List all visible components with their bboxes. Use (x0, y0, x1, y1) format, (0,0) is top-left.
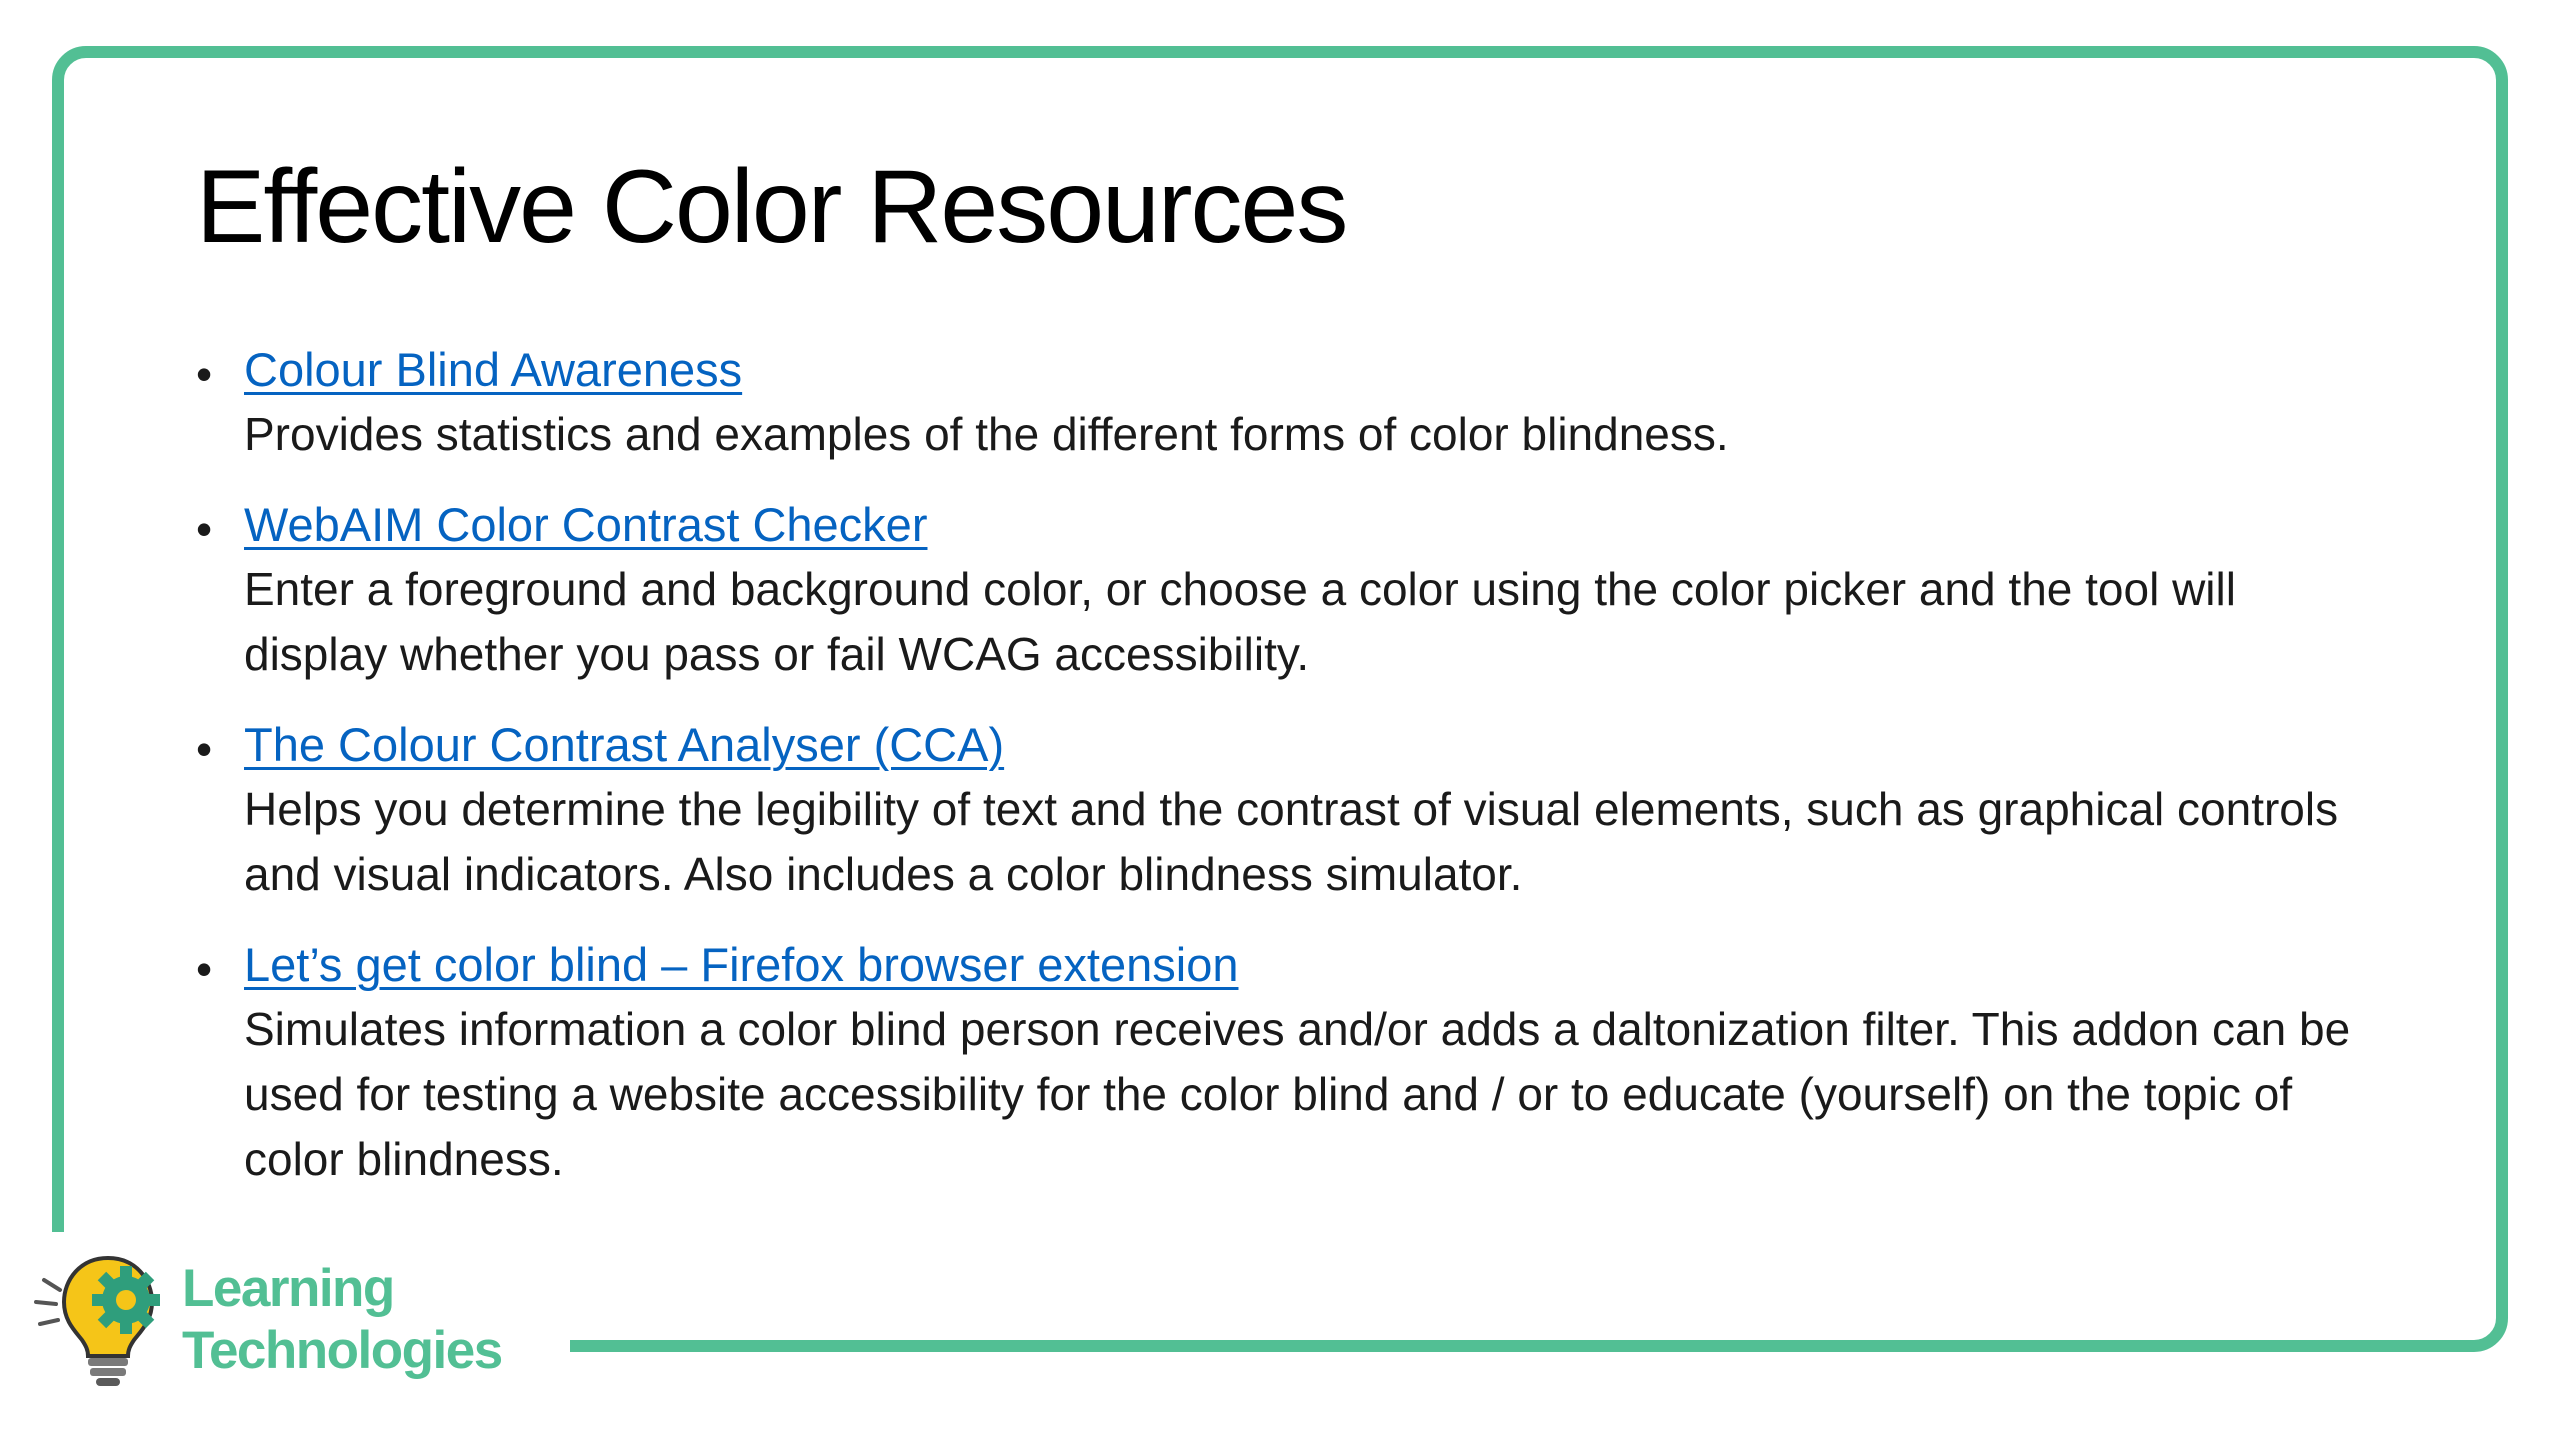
learning-technologies-logo (30, 1250, 550, 1390)
logo-wordmark (182, 1258, 502, 1382)
list-item (196, 933, 2376, 1192)
link-webaim-contrast-checker[interactable]: WebAIM Color Contrast Checker (244, 498, 928, 551)
slide-title: Effective Color Resources (196, 149, 1347, 265)
bullet-icon: • (196, 348, 213, 400)
list-item (196, 713, 2376, 907)
bullet-icon: • (196, 503, 213, 555)
logo-line-2: Technologies (182, 1321, 502, 1380)
link-colour-contrast-analyser[interactable]: The Colour Contrast Analyser (CCA) (244, 718, 1005, 771)
link-lets-get-color-blind[interactable]: Let’s get color blind – Firefox browser extension (244, 938, 1239, 991)
lightbulb-gear-icon (30, 1250, 180, 1390)
resource-description: Provides statistics and examples of the different forms of color blindness. (244, 408, 1729, 460)
resource-list (196, 338, 2376, 1218)
bullet-icon: • (196, 723, 213, 775)
list-item (196, 338, 2376, 467)
resource-description: Simulates information a color blind person receives and/or adds a daltonization filter. This addon can be used for testing a website accessibility for the color blind and / or to educate (yourself) on the topic of color blindness. (244, 1003, 2351, 1185)
logo-line-1: Learning (182, 1259, 394, 1318)
resource-description: Helps you determine the legibility of text and the contrast of visual elements, such as graphical controls and visual indicators. Also includes a color blindness simulator. (244, 783, 2339, 900)
bullet-icon: • (196, 943, 213, 995)
list-item (196, 493, 2376, 687)
resource-description: Enter a foreground and background color, or choose a color using the color picker and the tool will display whether you pass or fail WCAG accessibility. (244, 563, 2236, 680)
link-colour-blind-awareness[interactable]: Colour Blind Awareness (244, 343, 743, 396)
